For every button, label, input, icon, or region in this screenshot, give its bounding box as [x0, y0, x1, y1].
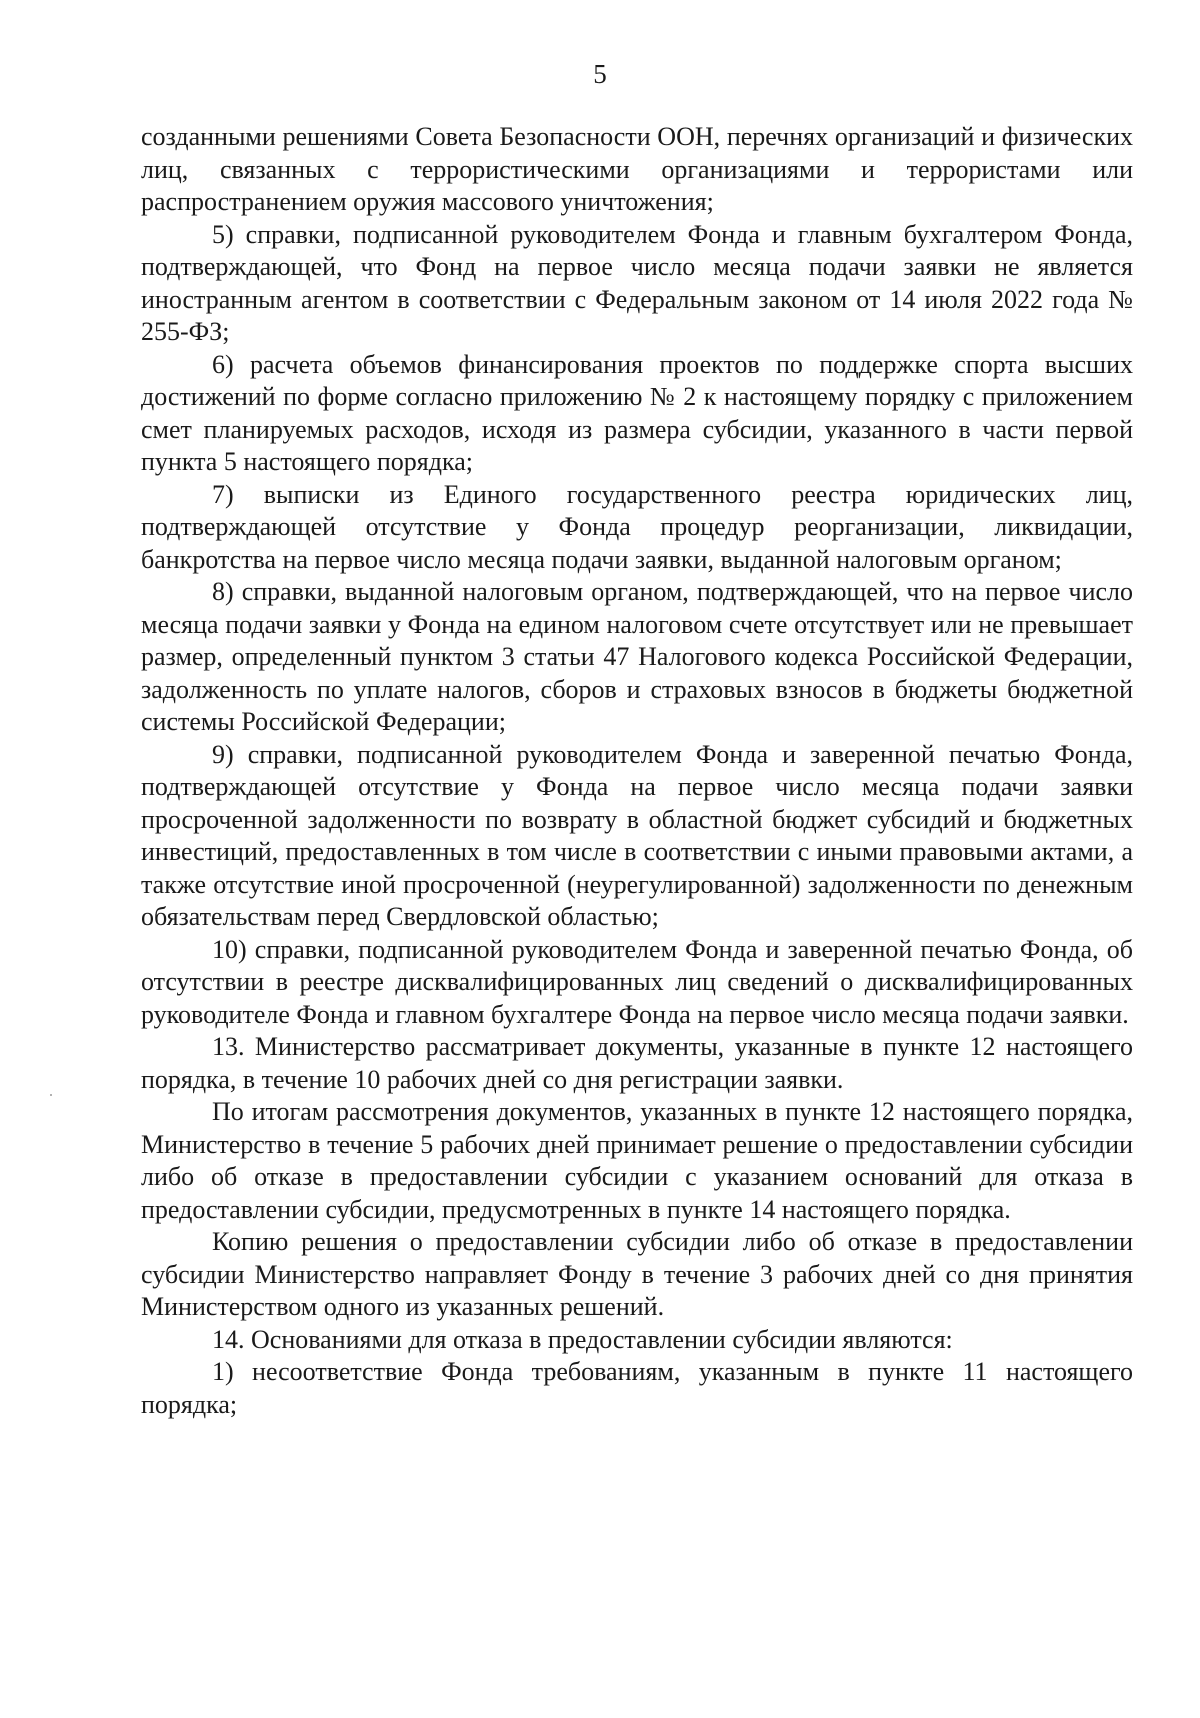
paragraph-item-10: 10) справки, подписанной руководителем Фонда и заверенной печатью Фонда, об отсутствии в реестре дисквалифицированных лиц сведений о дисквалифицированных руководителе Фонда и главном бухгалтере Фонда на первое число месяца подачи заявки.: [141, 934, 1133, 1029]
document-body: [141, 121, 1133, 1421]
scan-speck: [50, 1094, 52, 1096]
page-number: 5: [593, 59, 607, 89]
paragraph-item-5: 5) справки, подписанной руководителем Фонда и главным бухгалтером Фонда, подтверждающей, что Фонд на первое число месяца подачи заявки не является иностранным агентом в соответствии с Федеральным законом от 14 июля 2022 года № 255-ФЗ;: [141, 219, 1133, 346]
paragraph-continuation: созданными решениями Совета Безопасности ООН, перечнях организаций и физических лиц, связанных с террористическими организациями и террористами или распространением оружия массового уничтожения;: [141, 122, 1133, 216]
paragraph-refusal-item-1: 1) несоответствие Фонда требованиям, указанным в пункте 11 настоящего порядка;: [141, 1357, 1133, 1419]
paragraph-item-7: 7) выписки из Единого государственного реестра юридических лиц, подтверждающей отсутствие у Фонда процедур реорганизации, ликвидации, банкротства на первое число месяца подачи заявки, выданной налоговым органом;: [141, 479, 1133, 574]
paragraph-item-6: 6) расчета объемов финансирования проектов по поддержке спорта высших достижений по форме согласно приложению № 2 к настоящему порядку с приложением смет планируемых расходов, исходя из размера субсидии, указанного в части первой пункта 5 настоящего порядка;: [141, 349, 1133, 476]
paragraph-clause-14: 14. Основаниями для отказа в предоставлении субсидии являются:: [212, 1324, 953, 1354]
paragraph-item-8: 8) справки, выданной налоговым органом, подтверждающей, что на первое число месяца подачи заявки у Фонда на едином налоговом счете отсутствует или не превышает размер, определенный пунктом 3 статьи 47 Налогового кодекса Российской Федерации, задолженность по уплате налогов, сборов и страховых взносов в бюджеты бюджетной системы Российской Федерации;: [141, 577, 1133, 736]
paragraph-item-9: 9) справки, подписанной руководителем Фонда и заверенной печатью Фонда, подтверждающей отсутствие у Фонда на первое число месяца подачи заявки просроченной задолженности по возврату в областной бюджет субсидий и бюджетных инвестиций, предоставленных в том числе в соответствии с иными правовыми актами, а также отсутствие иной просроченной (неурегулированной) задолженности по денежным обязательствам перед Свердловской областью;: [141, 739, 1133, 931]
paragraph-review-results: По итогам рассмотрения документов, указанных в пункте 12 настоящего порядка, Министерство в течение 5 рабочих дней принимает решение о предоставлении субсидии либо об отказе в предоставлении субсидии с указанием оснований для отказа в предоставлении субсидии, предусмотренных в пункте 14 настоящего порядка.: [141, 1097, 1133, 1224]
paragraph-clause-13: 13. Министерство рассматривает документы, указанные в пункте 12 настоящего порядка, в течение 10 рабочих дней со дня регистрации заявки.: [141, 1032, 1133, 1094]
paragraph-decision-copy: Копию решения о предоставлении субсидии либо об отказе в предоставлении субсидии Министерство направляет Фонду в течение 3 рабочих дней со дня принятия Министерством одного из указанных решений.: [141, 1227, 1133, 1321]
